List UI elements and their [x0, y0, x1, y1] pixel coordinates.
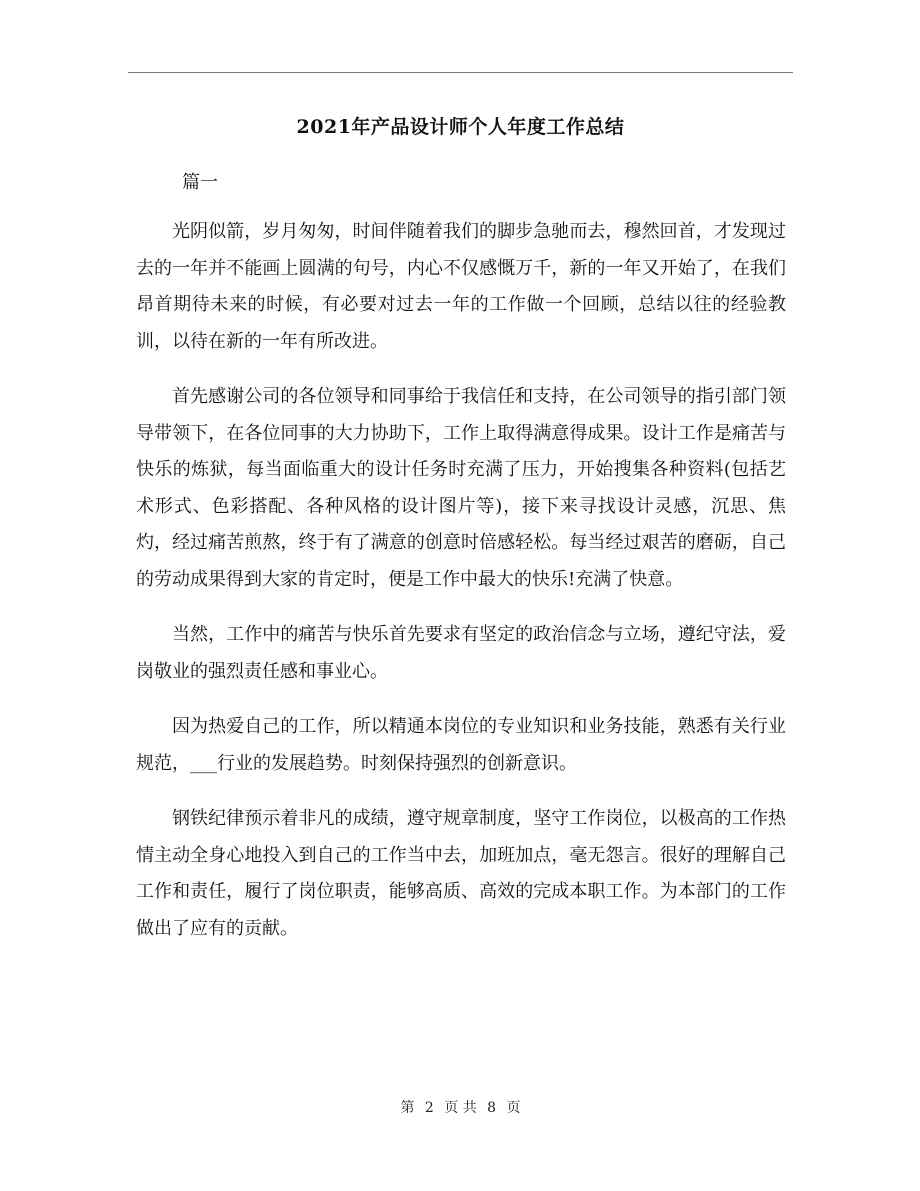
document-title: 2021年产品设计师个人年度工作总结	[296, 116, 625, 138]
paragraph-4: 因为热爱自己的工作，所以精通本岗位的专业知识和业务技能，熟悉有关行业规范，___行业的发展趋势。时刻保持强烈的创新意识。	[136, 716, 786, 774]
page-footer	[128, 1098, 793, 1118]
section-label: 篇一	[182, 172, 218, 193]
document-body	[136, 214, 786, 966]
total-pages-number: 8	[487, 1100, 497, 1116]
footer-suffix: 页	[506, 1100, 521, 1116]
paragraph-5: 钢铁纪律预示着非凡的成绩，遵守规章制度，坚守工作岗位，以极高的工作热情主动全身心地投入到自己的工作当中去，加班加点，毫无怨言。很好的理解自己工作和责任，履行了岗位职责，能够高质、高效的完成本职工作。为本部门的工作做出了应有的贡献。	[136, 808, 786, 939]
footer-prefix: 第	[400, 1100, 415, 1116]
paragraph-1: 光阴似箭，岁月匆匆，时间伴随着我们的脚步急驰而去，穆然回首，才发现过去的一年并不能画上圆满的句号，内心不仅感慨万千，新的一年又开始了，在我们昂首期待未来的时候，有必要对过去一年的工作做一个回顾，总结以往的经验教训，以待在新的一年有所改进。	[136, 221, 786, 352]
current-page-number: 2	[424, 1100, 434, 1116]
paragraph-3: 当然，工作中的痛苦与快乐首先要求有坚定的政治信念与立场，遵纪守法，爱岗敬业的强烈责任感和事业心。	[136, 624, 786, 682]
header-rule	[128, 72, 793, 73]
paragraph-2: 首先感谢公司的各位领导和同事给于我信任和支持，在公司领导的指引部门领导带领下，在各位同事的大力协助下，工作上取得满意得成果。设计工作是痛苦与快乐的炼狱，每当面临重大的设计任务时充满了压力，开始搜集各种资料(包括艺术形式、色彩搭配、各种风格的设计图片等)，接下来寻找设计灵感，沉思、焦灼，经过痛苦煎熬，终于有了满意的创意时倍感轻松。每当经过艰苦的磨砺，自己的劳动成果得到大家的肯定时，便是工作中最大的快乐!充满了快意。	[136, 386, 786, 590]
footer-middle: 页 共	[444, 1100, 477, 1116]
